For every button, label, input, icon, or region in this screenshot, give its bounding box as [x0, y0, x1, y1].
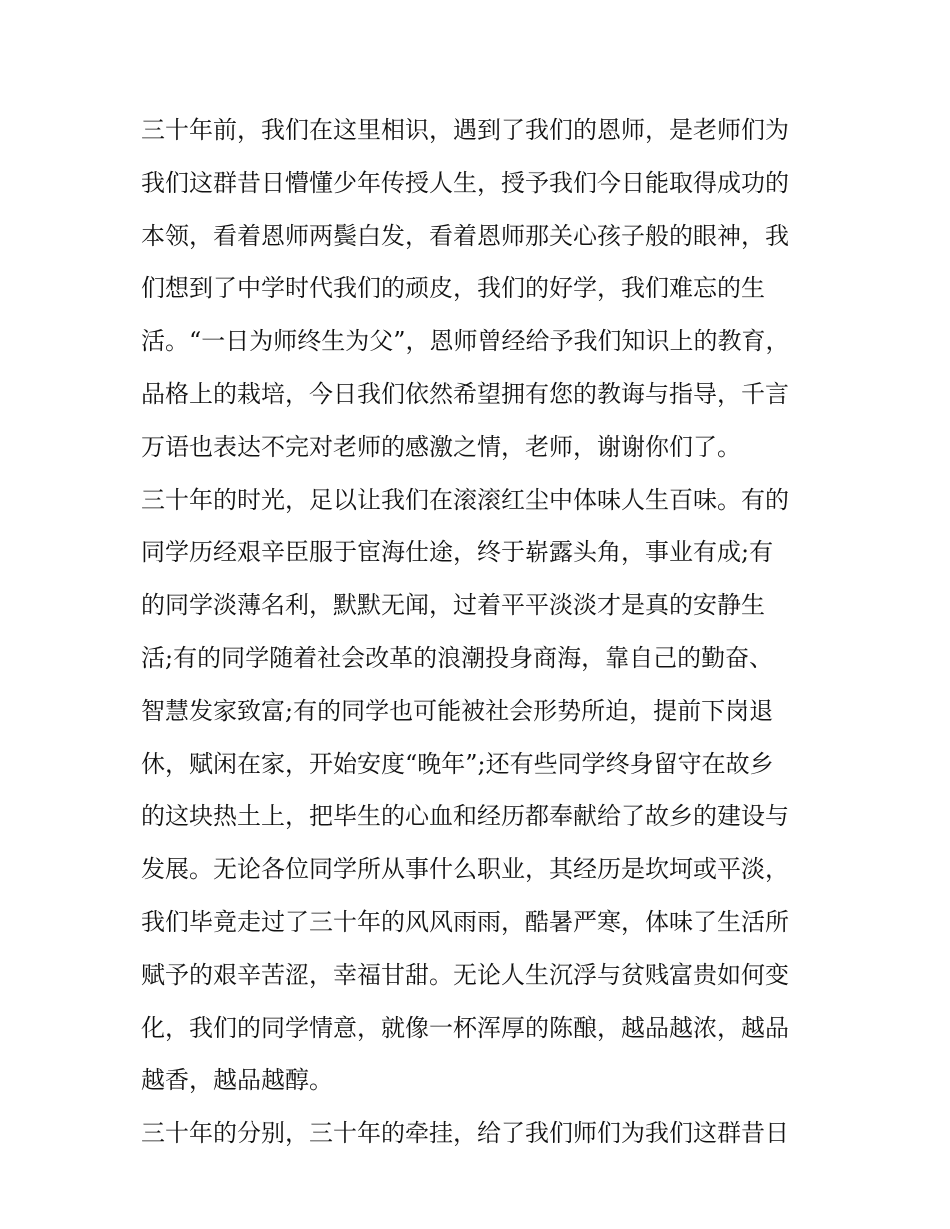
text-line: 的这块热土上，把毕生的心血和经历都奉献给了故乡的建设与: [141, 802, 789, 831]
text-line: 万语也表达不完对老师的感激之情，老师，谢谢你们了。: [141, 432, 741, 461]
text-line: 发展。无论各位同学所从事什么职业，其经历是坎坷或平淡，: [141, 855, 789, 884]
text-line: 赋予的艰辛苦涩，幸福甘甜。无论人生沉浮与贫贱富贵如何变: [141, 960, 789, 989]
text-line: 活;有的同学随着社会改革的浪潮投身商海，靠自己的勤奋、: [141, 643, 774, 672]
text-line: 同学历经艰辛臣服于宦海仕途，终于崭露头角，事业有成;有: [141, 538, 774, 567]
text-line: 三十年的时光，足以让我们在滚滚红尘中体味人生百味。有的: [141, 485, 789, 514]
text-line: 们想到了中学时代我们的顽皮，我们的好学，我们难忘的生: [141, 274, 765, 303]
text-line: 的同学淡薄名利，默默无闻，过着平平淡淡才是真的安静生: [141, 591, 765, 620]
text-line: 休，赋闲在家，开始安度“晚年”;还有些同学终身留守在故乡: [141, 749, 774, 778]
body-text: [141, 110, 821, 1166]
text-line: 三十年前，我们在这里相识，遇到了我们的恩师，是老师们为: [141, 116, 789, 144]
text-line: 我们毕竟走过了三十年的风风雨雨，酷暑严寒，体味了生活所: [141, 907, 789, 936]
text-line: 活。“一日为师终生为父”，恩师曾经给予我们知识上的教育，: [141, 327, 790, 356]
text-line: 智慧发家致富;有的同学也可能被社会形势所迫，提前下岗退: [141, 696, 774, 725]
text-line: 我们这群昔日懵懂少年传授人生，授予我们今日能取得成功的: [141, 168, 789, 197]
text-line: 三十年的分别，三十年的牵挂，给了我们师们为我们这群昔日: [141, 1119, 789, 1148]
text-line: 越香，越品越醇。: [141, 1066, 333, 1095]
text-line: 化，我们的同学情意，就像一杯浑厚的陈酿，越品越浓，越品: [141, 1013, 789, 1042]
text-line: 本领，看着恩师两鬓白发，看着恩师那关心孩子般的眼神，我: [141, 221, 789, 250]
text-line: 品格上的栽培，今日我们依然希望拥有您的教诲与指导，千言: [141, 379, 789, 408]
